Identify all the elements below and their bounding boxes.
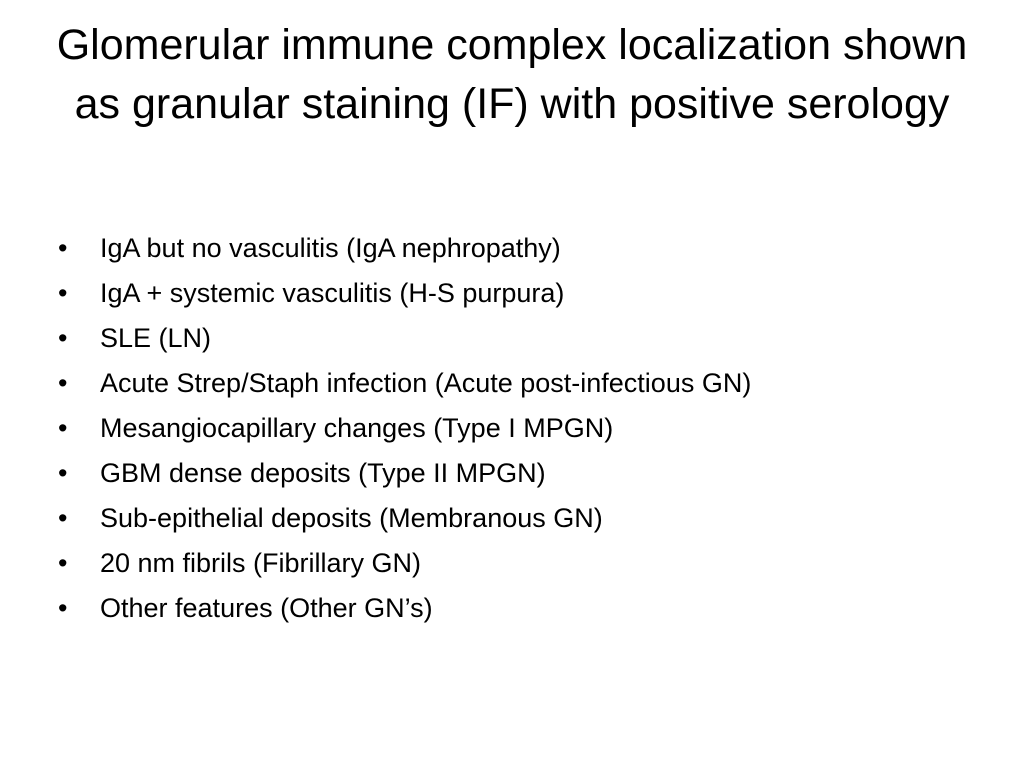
bullet-item (58, 541, 998, 586)
bullet-item (58, 226, 998, 271)
bullet-item (58, 316, 998, 361)
bullet-text: Acute Strep/Staph infection (Acute post-infectious GN) (100, 368, 752, 398)
bullet-icon: • (58, 278, 68, 308)
bullet-text: Other features (Other GN’s) (100, 593, 433, 623)
bullet-list (58, 226, 998, 631)
bullet-item (58, 406, 998, 451)
bullet-text: IgA + systemic vasculitis (H-S purpura) (100, 278, 565, 308)
bullet-icon: • (58, 368, 68, 398)
bullet-icon: • (58, 323, 68, 353)
bullet-icon: • (58, 503, 68, 533)
bullet-icon: • (58, 413, 68, 443)
bullet-icon: • (58, 548, 68, 578)
bullet-text: Sub-epithelial deposits (Membranous GN) (100, 503, 603, 533)
bullet-item (58, 271, 998, 316)
bullet-icon: • (58, 233, 68, 263)
slide-title: Glomerular immune complex localization shown as granular staining (IF) with positive serology (56, 21, 968, 128)
bullet-text: Mesangiocapillary changes (Type I MPGN) (100, 413, 614, 443)
bullet-text: IgA but no vasculitis (IgA nephropathy) (100, 233, 561, 263)
bullet-icon: • (58, 458, 68, 488)
bullet-item (58, 586, 998, 631)
bullet-text: SLE (LN) (100, 323, 212, 353)
bullet-icon: • (58, 593, 68, 623)
bullet-text: 20 nm fibrils (Fibrillary GN) (100, 548, 422, 578)
bullet-text: GBM dense deposits (Type II MPGN) (100, 458, 546, 488)
bullet-item (58, 496, 998, 541)
bullet-item (58, 361, 998, 406)
bullet-item (58, 451, 998, 496)
